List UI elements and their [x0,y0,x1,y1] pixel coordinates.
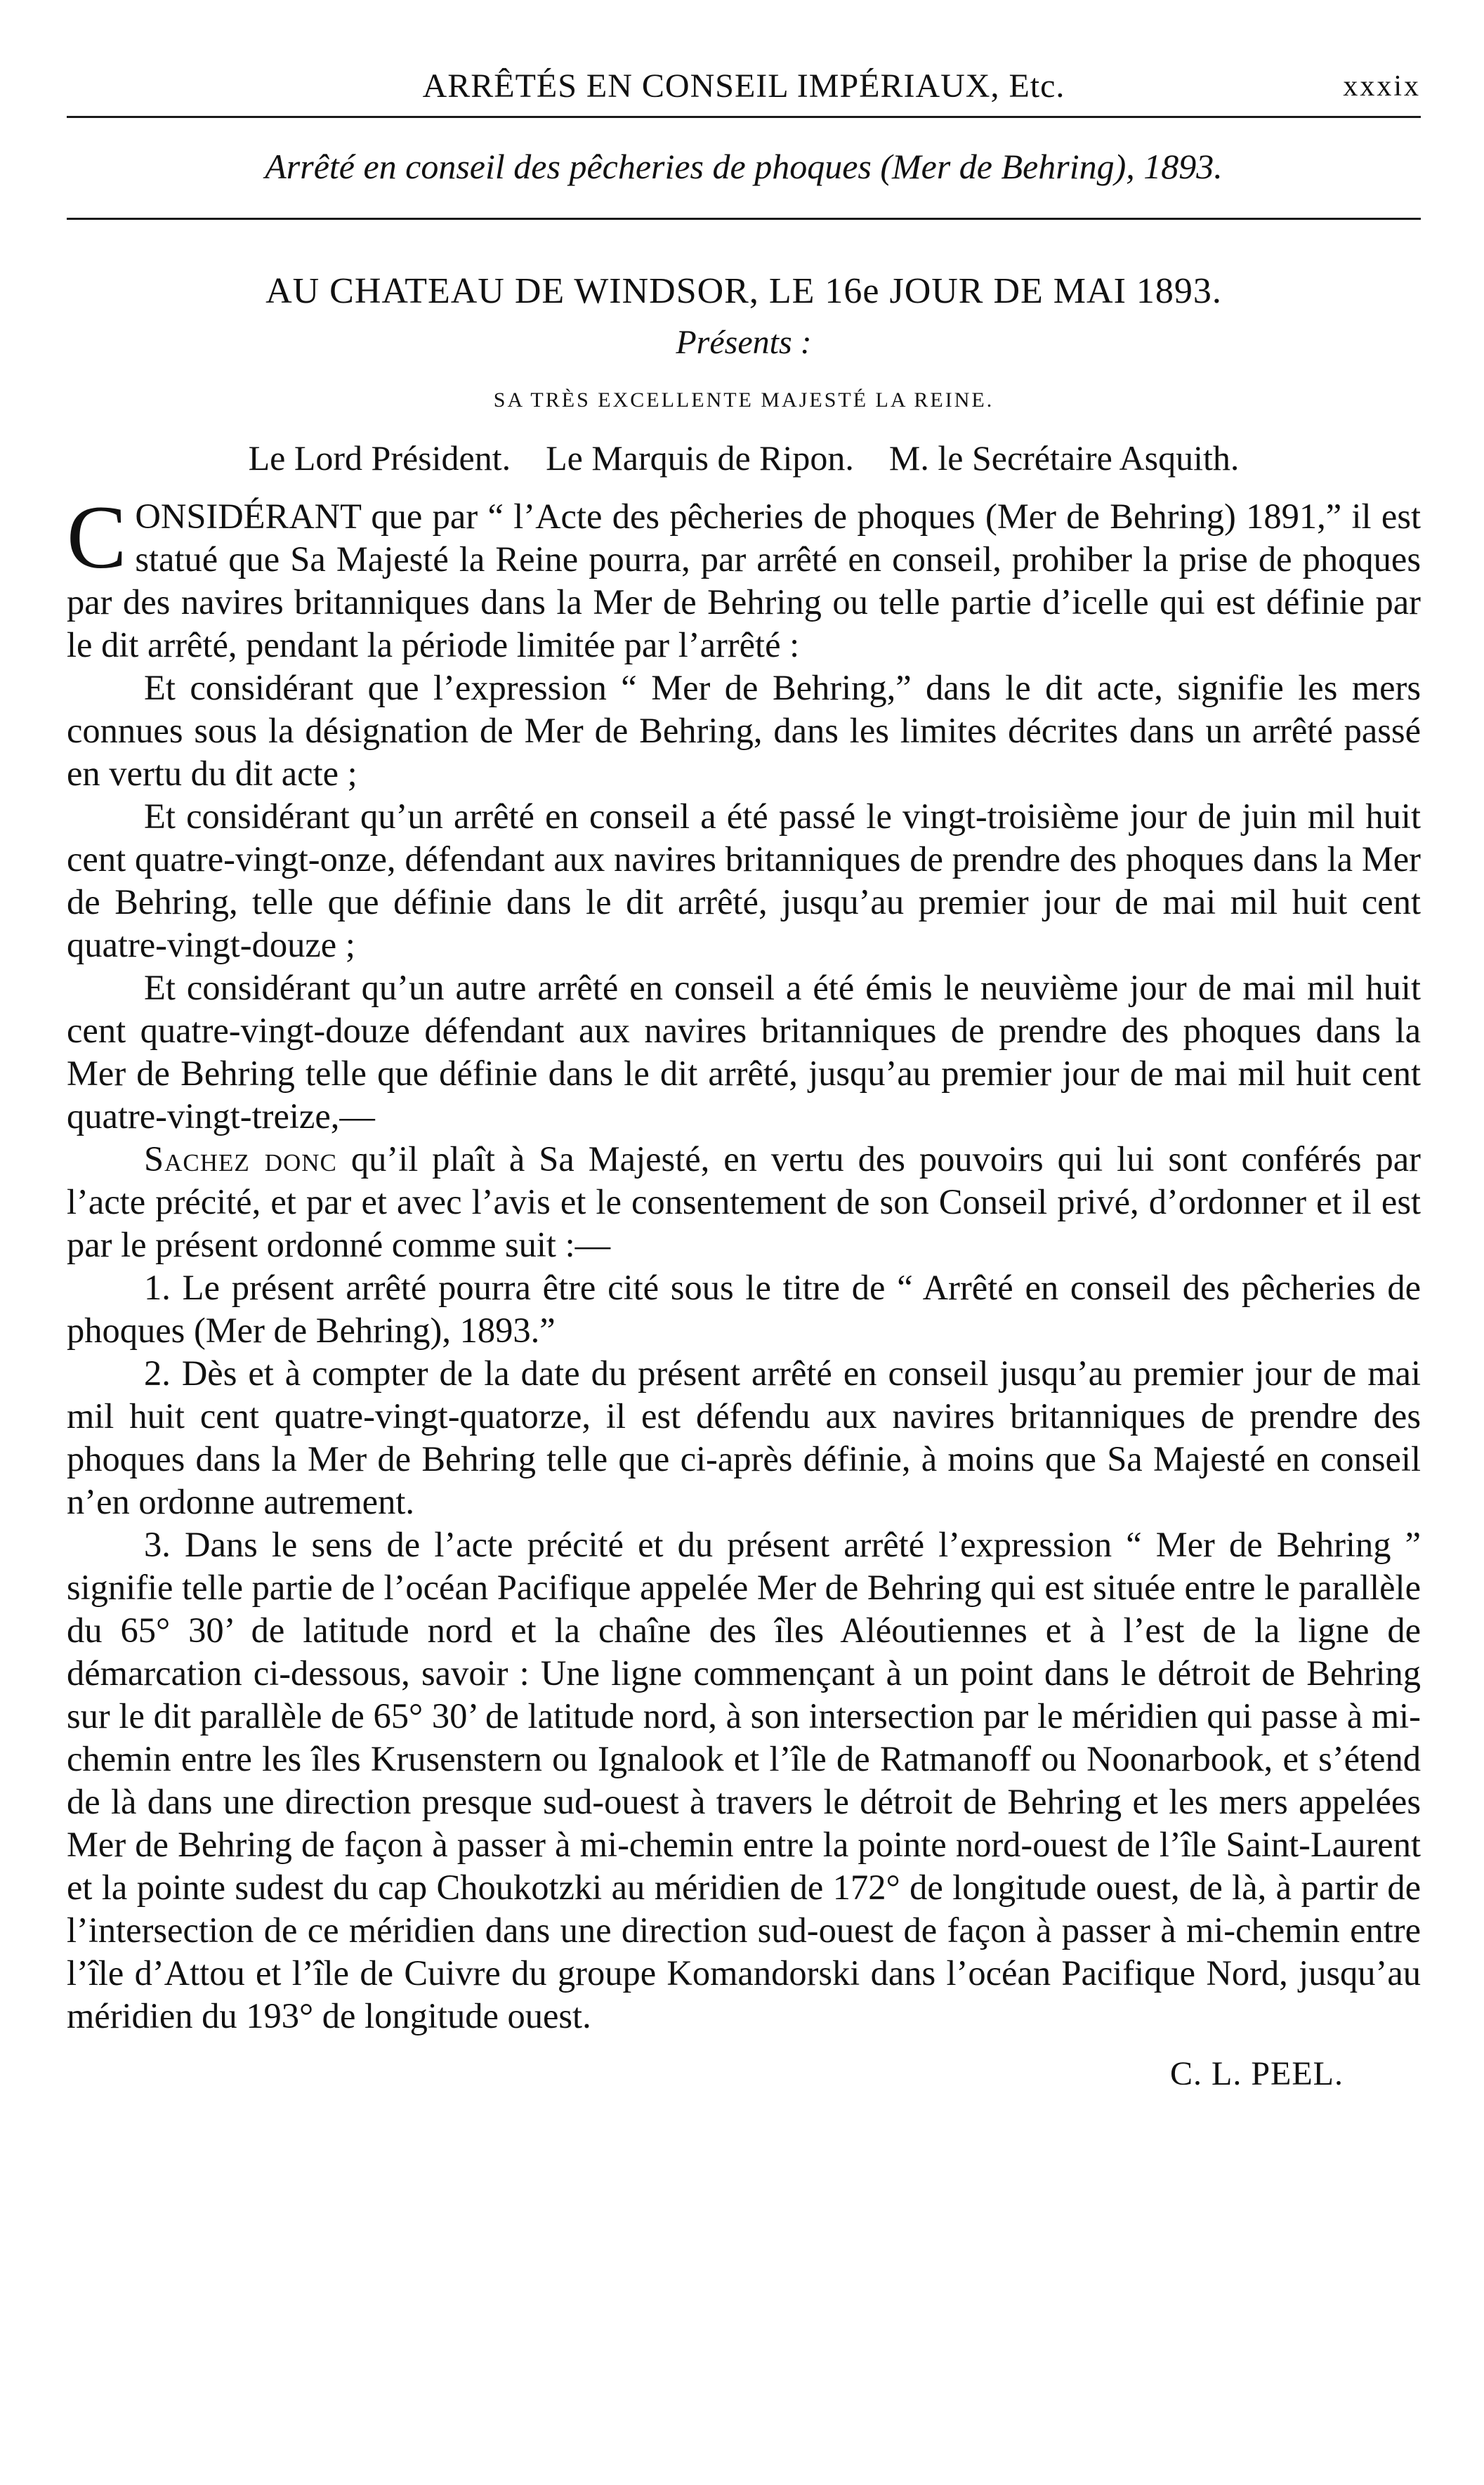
order-body [67,487,1421,2038]
paragraph-order-1892: Et considérant qu’un autre arrêté en conseil a été émis le neuvième jour de mai mil huit cent quatre-vingt-douze défendant aux navires britanniques de prendre des phoques dans la Mer de Behring telle que définie dans le dit arrêté, jusqu’au premier jour de mai mil huit cent quatre-vingt-treize,— [67,968,1421,1136]
header-rule-bottom [67,218,1421,220]
running-title: ARRÊTÉS EN CONSEIL IMPÉRIAUX, Etc. [422,67,1065,105]
paragraph-considerant-text: ONSIDÉRANT que par “ l’Acte des pêcheries de phoques (Mer de Behring) 1891,” il est statué que Sa Majesté la Reine pourra, par arrêté en conseil, prohiber la prise de phoques par des navires britanniques dans la Mer de Behring ou telle partie d’icelle qui est définie par le dit arrêté, pendant la période limitée par l’arrêté : [67,497,1421,664]
sachez-donc-lead: Sachez donc [144,1139,337,1179]
article-1: 1. Le présent arrêté pourra être cité sous le titre de “ Arrêté en conseil des pêcheries de phoques (Mer de Behring), 1893.” [67,1268,1421,1350]
paragraph-sachez-donc [67,1138,1421,1266]
majesty-line: SA TRÈS EXCELLENTE MAJESTÉ LA REINE. [493,388,994,412]
member-marquis-ripon: Le Marquis de Ripon. [546,438,854,478]
member-secretary-asquith: M. le Secrétaire Asquith. [888,438,1240,478]
article-2: 2. Dès et à compter de la date du présent arrêté en conseil jusqu’au premier jour de mai mil huit cent quatre-vingt-quatorze, il est défendu aux navires britanniques de prendre des phoques dans la Mer de Behring telle que ci-après définie, à moins que Sa Majesté en conseil n’en ordonne autrement. [67,1353,1421,1521]
place-date-heading: AU CHATEAU DE WINDSOR, LE 16e JOUR DE MAI 1893. [265,271,1222,311]
sachez-donc-text: qu’il plaît à Sa Majesté, en vertu des pouvoirs qui lui sont conférés par l’acte précité, et par et avec l’avis et le consentement de son Conseil privé, d’ordonner et il est par le présent ordonné comme suit :— [67,1139,1421,1264]
drop-cap: C [67,487,127,587]
paragraph-expression: Et considérant que l’expression “ Mer de Behring,” dans le dit acte, signifie les mers connues sous la désignation de Mer de Behring, dans les limites décrites dans un arrêté passé en vertu du dit acte ; [67,668,1421,793]
council-members [67,438,1421,478]
article-3: 3. Dans le sens de l’acte précité et du présent arrêté l’expression “ Mer de Behring ” signifie telle partie de l’océan Pacifique appelée Mer de Behring qui est située entre le parallèle du 65° 30’ de latitude nord et la chaîne des îles Aléoutiennes et à l’est de la ligne de démarcation ci-dessous, savoir : Une ligne commençant à un point dans le détroit de Behring sur le dit parallèle de 65° 30’ de latitude nord, à son intersection par le méridien qui passe à michemin entre les îles Krusenstern ou Ignalook et l’île de Ratmanoff ou Noonarbook, et s’étend de là dans une direction presque sud-ouest à travers le détroit de Behring et les mers appelées Mer de Behring de façon à passer à mi-chemin entre la pointe nord-ouest de l’île Saint-Laurent et la pointe sudest du cap Choukotzki au méridien de 172° de longitude ouest, de là, à partir de l’intersection de ce méridien dans une direction sud-ouest de façon à passer à mi-chemin entre l’île d’Attou et l’île de Cuivre du groupe Komandorski dans l’océan Pacifique Nord, jusqu’au méridien du 193° de longitude ouest. [67,1525,1421,2035]
running-header [67,67,1421,116]
member-lord-president: Le Lord Président. [248,438,511,478]
signature: C. L. PEEL. [1170,2055,1344,2092]
presents-label: Présents : [676,324,812,361]
paragraph-considerant [67,487,1421,667]
order-title: Arrêté en conseil des pêcheries de phoques (Mer de Behring), 1893. [265,147,1223,186]
page-number: xxxix [1343,70,1421,103]
paragraph-order-1891: Et considérant qu’un arrêté en conseil a été passé le vingt-troisième jour de juin mil huit cent quatre-vingt-onze, défendant aux navires britanniques de prendre des phoques dans la Mer de Behring, telle que définie dans le dit arrêté, jusqu’au premier jour de mai mil huit cent quatre-vingt-douze ; [67,796,1421,964]
